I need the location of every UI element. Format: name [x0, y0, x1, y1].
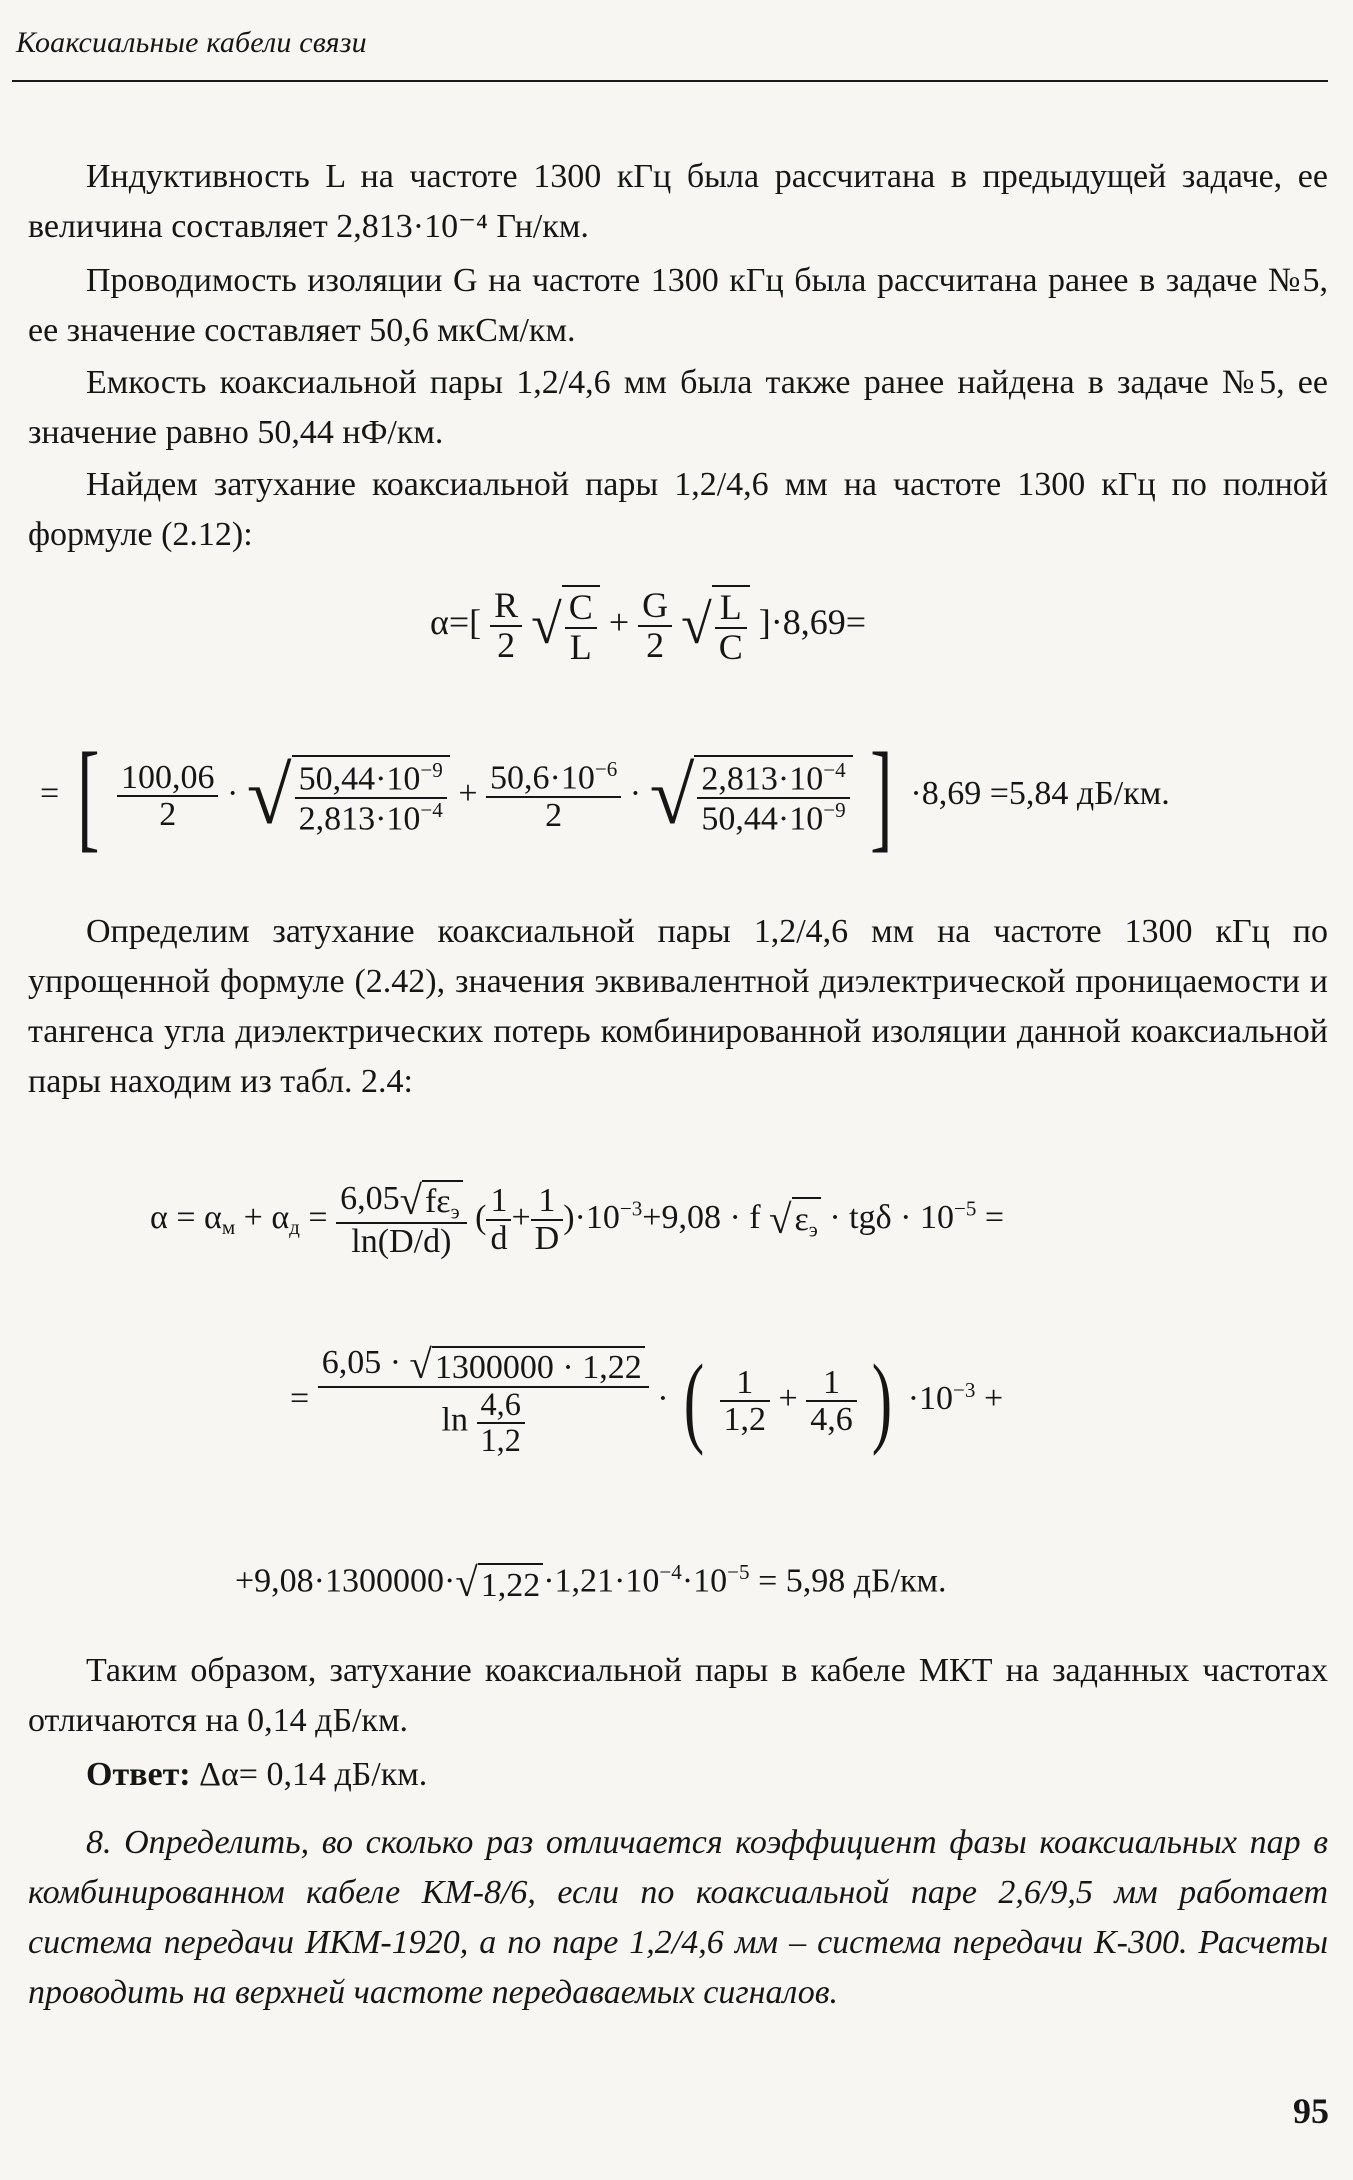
- formula-part: 1: [720, 1365, 771, 1403]
- formula-part: (: [475, 1198, 487, 1236]
- formula-part: 2,813·10: [701, 760, 824, 798]
- radical-sign: √: [531, 593, 562, 656]
- fraction-g-over-2: [638, 587, 672, 665]
- formula-part: =: [299, 1198, 328, 1236]
- page-number: 95: [1293, 2091, 1329, 2131]
- formula-part: 2: [646, 624, 665, 665]
- formula-part: 1: [486, 1183, 511, 1221]
- formula-part: d: [490, 1220, 508, 1258]
- paragraph-conductance: [28, 256, 1328, 356]
- formula-part: 100,06: [117, 760, 219, 798]
- formula-part: +: [458, 775, 478, 812]
- fraction-1-over-1-2: [720, 1365, 771, 1438]
- paren-open: (: [683, 1344, 705, 1458]
- radical-sign: √: [409, 1342, 432, 1387]
- paragraph-text: Индуктивность L на частоте 1300 кГц была рассчитана в предыдущей задаче, ее величина составляет 2,813·10⁻⁴ Гн/км.: [28, 158, 1328, 245]
- radical-l-over-c-values: [649, 750, 853, 842]
- formula-part: +9,08·1300000·: [235, 1562, 456, 1600]
- formula-exp: −5: [953, 1196, 977, 1221]
- formula-part: ·: [657, 1380, 669, 1418]
- formula-part: 6,05: [340, 1180, 400, 1218]
- formula-exp: −3: [953, 1377, 976, 1402]
- fraction-r-over-2: [490, 587, 522, 665]
- answer-value: Δα= 0,14 дБ/км.: [199, 1756, 428, 1793]
- formula-exp: −3: [619, 1196, 643, 1221]
- formula-part: ε: [794, 1201, 809, 1239]
- formula-part: +: [983, 1380, 1004, 1418]
- formula-part: 1,22: [478, 1563, 544, 1605]
- formula-exp: −4: [659, 1560, 682, 1584]
- formula-part: 4,6: [477, 1388, 525, 1424]
- formula-part: 50,44·10: [298, 760, 421, 798]
- formula-part: 2: [159, 796, 177, 834]
- formula-part: )·10: [563, 1198, 620, 1236]
- formula-part: · tgδ · 10: [829, 1198, 954, 1236]
- radical-sign: √: [681, 593, 712, 656]
- formula-part: 1: [806, 1365, 857, 1403]
- formula-part: =: [290, 1380, 310, 1418]
- fraction-1-over-4-6: [806, 1365, 857, 1438]
- radical-sign: √: [649, 750, 695, 842]
- radical-sign: √: [455, 1560, 478, 1606]
- answer-line: [28, 1750, 1328, 1800]
- bracket-close: ]: [870, 728, 893, 863]
- paragraph-simplified-intro: [28, 907, 1328, 1107]
- formula-exp: −4: [420, 798, 443, 823]
- answer-label: Ответ:: [86, 1756, 191, 1793]
- formula-part: R: [490, 587, 522, 627]
- fraction-coefficient: [336, 1177, 467, 1261]
- formula-part: ·1,21·10: [543, 1562, 660, 1600]
- formula-exp: −9: [420, 758, 443, 783]
- formula-simplified-general: [150, 1177, 1005, 1261]
- formula-part: 2: [497, 624, 516, 665]
- formula-simplified-result: [235, 1560, 947, 1605]
- formula-part: α = α: [150, 1198, 222, 1236]
- radical-c-over-l-values: [246, 750, 450, 842]
- formula-part: ·: [629, 775, 642, 812]
- fraction-r: [117, 760, 219, 833]
- formula-part: G: [638, 587, 672, 627]
- paragraph-text: Проводимость изоляции G на частоте 1300 кГц была рассчитана ранее в задаче №5, ее значение составляет 50,6 мкСм/км.: [28, 262, 1328, 349]
- radical-c-over-l: [531, 585, 600, 667]
- formula-result: ·8,69 =5,84 дБ/км.: [910, 775, 1170, 812]
- formula-part: ln(D/d): [351, 1223, 452, 1261]
- formula-sub: м: [221, 1215, 236, 1240]
- formula-simplified-numeric: [290, 1342, 1004, 1458]
- paragraph-text: Определим затухание коаксиальной пары 1,2/4,6 мм на частоте 1300 кГц по упрощенной формуле (2.42), значения эквивалентной диэлектрической проницаемости и тангенса угла диэлектрических потерь комбинированной изоляции данной коаксиальной пары находим из табл. 2.4:: [28, 913, 1328, 1100]
- formula-part: +: [778, 1380, 798, 1418]
- formula-part: + α: [235, 1198, 290, 1236]
- formula-attenuation-general: [430, 585, 866, 667]
- radical-sign: √: [399, 1177, 422, 1223]
- formula-part: C: [565, 589, 597, 629]
- formula-part: 6,05 ·: [321, 1344, 410, 1382]
- formula-exp: −6: [594, 757, 618, 782]
- formula-part: D: [534, 1220, 560, 1258]
- paragraph-inductance: [28, 152, 1328, 252]
- formula-part: +9,08 · f: [642, 1198, 761, 1236]
- formula-part: 50,6·10: [490, 759, 595, 797]
- fraction-g: [486, 758, 621, 834]
- task-statement: [28, 1818, 1328, 2018]
- formula-part: +: [608, 602, 630, 643]
- formula-part: ·: [226, 775, 239, 812]
- bracket-open: [: [76, 728, 100, 863]
- paren-close: ): [872, 1344, 893, 1458]
- paragraph-text: Емкость коаксиальной пары 1,2/4,6 мм была также ранее найдена в задаче №5, ее значение равно 50,44 нФ/км.: [28, 364, 1328, 451]
- paragraph-conclusion: [28, 1646, 1328, 1746]
- formula-part: =: [976, 1198, 1005, 1236]
- paragraph-text: Найдем затухание коаксиальной пары 1,2/4,6 мм на частоте 1300 кГц по полной формуле (2.12):: [28, 466, 1328, 553]
- formula-exp: −5: [727, 1560, 750, 1584]
- formula-result: = 5,98 дБ/км.: [749, 1562, 947, 1600]
- formula-part: ]·8,69=: [758, 602, 867, 643]
- fraction-1-over-d: [486, 1183, 511, 1256]
- formula-part: 50,44·10: [701, 800, 824, 838]
- formula-sub: э: [808, 1217, 818, 1242]
- formula-attenuation-numeric: [40, 728, 1170, 863]
- formula-part: α=[: [430, 602, 482, 643]
- fraction-numeric-coefficient: [318, 1342, 649, 1458]
- formula-part: 1,2: [723, 1401, 767, 1439]
- formula-part: L: [569, 626, 592, 667]
- formula-part: 4,6: [810, 1401, 853, 1439]
- formula-part: ln: [441, 1401, 468, 1439]
- formula-sub: д: [289, 1215, 300, 1240]
- running-title: Коаксиальные кабели связи: [16, 26, 367, 59]
- paragraph-full-formula-intro: [28, 460, 1328, 560]
- formula-part: ·10: [681, 1562, 728, 1600]
- paragraph-capacitance: [28, 358, 1328, 458]
- formula-part: C: [718, 626, 743, 667]
- formula-part: 2,813·10: [298, 800, 421, 838]
- header-rule: [12, 80, 1328, 82]
- formula-part: =: [40, 775, 60, 812]
- formula-exp: −9: [823, 798, 846, 823]
- formula-part: 1300000 · 1,22: [432, 1346, 645, 1386]
- formula-sub: э: [450, 1199, 460, 1224]
- radical-sign: √: [769, 1196, 792, 1242]
- fraction-1-over-D: [531, 1183, 564, 1256]
- formula-part: fε: [424, 1183, 451, 1220]
- formula-part: 2: [545, 797, 563, 835]
- formula-exp: −4: [823, 758, 846, 783]
- task-text: 8. Определить, во сколько раз отличается коэффициент фазы коаксиальных пар в комбинированном кабеле КМ-8/6, если по коаксиальной паре 2,6/9,5 мм работает система передачи ИКМ-1920, а по паре 1,2/4,6 мм – система передачи К-300. Расчеты проводить на верхней частоте передаваемых сигналов.: [28, 1824, 1328, 2011]
- radical-sign: √: [246, 750, 292, 842]
- formula-part: 1,2: [480, 1421, 521, 1458]
- radical-l-over-c: [681, 585, 750, 667]
- formula-part: L: [715, 589, 747, 629]
- formula-part: ·10: [907, 1380, 954, 1418]
- formula-part: 1: [531, 1183, 564, 1221]
- paragraph-text: Таким образом, затухание коаксиальной пары в кабеле МКТ на заданных частотах отличаются на 0,14 дБ/км.: [28, 1652, 1328, 1739]
- formula-part: +: [511, 1198, 531, 1236]
